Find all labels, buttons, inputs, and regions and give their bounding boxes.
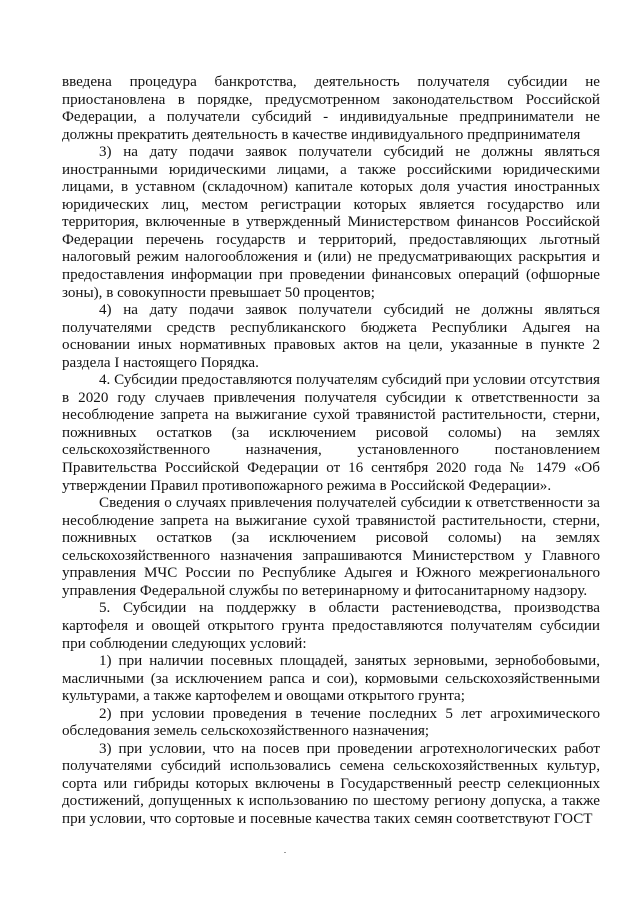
paragraph-condition-1: 1) при наличии посевных площадей, занятых зерновыми, зернобобовыми, масличными (за исключением рапса и сои), кормовыми сельскохозяйственными культурами, а также картофелем и овощами открытого грунта;: [62, 653, 600, 705]
paragraph-condition-3: 3) при условии, что на посев при проведении агротехнологических работ получателями субсидий использовались семена сельскохозяйственных культур, сорта или гибриды которых включены в Государственный реестр селекционных достижений, допущенных к использованию по шестому региону допуска, а также при условии, что сортовые и посевные качества таких семян соответствуют ГОСТ: [62, 740, 600, 827]
paragraph-condition-2: 2) при условии проведения в течение последних 5 лет агрохимического обследования земель сельскохозяйственного назначения;: [62, 705, 600, 740]
paragraph-continuation: введена процедура банкротства, деятельность получателя субсидии не приостановлена в порядке, предусмотренном законодательством Российской Федерации, а получатели субсидий - индивидуальные предприниматели не должны прекратить деятельность в качестве индивидуального предпринимателя: [62, 74, 600, 143]
paragraph-information-requests: Сведения о случаях привлечения получателей субсидии к ответственности за несоблюдение запрета на выжигание сухой травянистой растительности, стерни, пожнивных остатков (за исключением рисовой соломы) на землях сельскохозяйственного назначения запрашиваются Министерством у Главного управления МЧС России по Республике Адыгея и Южного межрегионального управления Федеральной службы по ветеринарному и фитосанитарному надзору.: [62, 495, 600, 599]
document-body: [62, 74, 600, 829]
paragraph-section-4-subsidies: 4. Субсидии предоставляются получателям субсидий при условии отсутствия в 2020 году случаев привлечения получателя субсидии к ответственности за несоблюдение запрета на выжигание сухой травянистой растительности, стерни, пожнивных остатков (за исключением рисовой соломы) на землях сельскохозяйственного назначения, установленного постановлением Правительства Российской Федерации от 16 сентября 2020 года № 1479 «Об утверждении Правил противопожарного режима в Российской Федерации».: [62, 372, 600, 494]
paragraph-item-4-budget-recipients: 4) на дату подачи заявок получатели субсидий не должны являться получателями средств республиканского бюджета Республики Адыгея на основании иных нормативных правовых актов на цели, указанные в пункте 2 раздела I настоящего Порядка.: [62, 302, 600, 371]
scan-speck: [284, 852, 286, 853]
paragraph-section-5-conditions: 5. Субсидии на поддержку в области растениеводства, производства картофеля и овощей открытого грунта предоставляются получателям субсидии при соблюдении следующих условий:: [62, 600, 600, 652]
paragraph-item-3-foreign-entities: 3) на дату подачи заявок получатели субсидий не должны являться иностранными юридическими лицами, а также российскими юридическими лицами, в уставном (складочном) капитале которых доля участия иностранных юридических лиц, местом регистрации которых является государство или территория, включенные в утвержденный Министерством финансов Российской Федерации перечень государств и территорий, предоставляющих льготный налоговый режим налогообложения и (или) не предусматривающих раскрытия и предоставления информации при проведении финансовых операций (офшорные зоны), в совокупности превышает 50 процентов;: [62, 144, 600, 301]
